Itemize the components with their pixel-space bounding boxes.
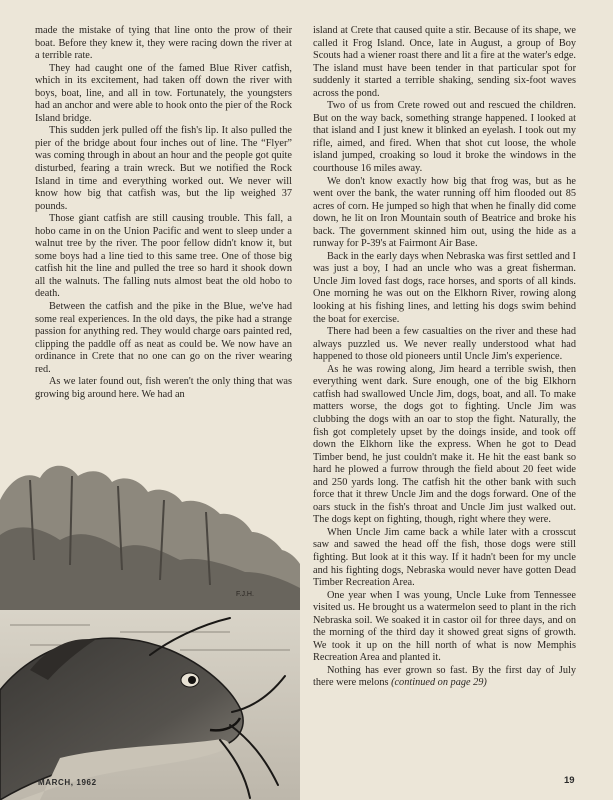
paragraph: Two of us from Crete rowed out and rescued the children. But on the way back, something strange happened. I looked at that island and I just knew it blinked an eyelash. I took out my rifle, aimed, and fired. When that shot cut loose, the whole island jumped, croaking so loud it broke the windows in the courthouse 16 miles away. bbox=[313, 100, 576, 175]
paragraph: Between the catfish and the pike in the Blue, we've had some real experiences. In the old days, the pike had a strange passion for anything red. They would charge oars painted red, clipping the paddle off as neat as could be. We now have an ordinance in Crete that no one can go on the river wearing red. bbox=[35, 301, 292, 375]
left-column bbox=[35, 25, 292, 401]
paragraph: They had caught one of the famed Blue River catfish, which in its excitement, had taken off down the river with boys, boat, line, and all in tow. Fortunately, the youngsters had an anchor and were able to hook onto the pier of the Rock Island bridge. bbox=[35, 62, 292, 124]
issue-date: MARCH, 1962 bbox=[38, 778, 97, 787]
continued-note: (continued on page 29) bbox=[391, 677, 487, 689]
catfish-drawing bbox=[0, 440, 300, 800]
paragraph: When Uncle Jim came back a while later with a crosscut saw and sawed the head off the fish, those dogs were still fighting. But look at it this way. If it hadn't been for my uncle and his fighting dogs, Nebraska would never have gotten Dead Timber Recreation Area. bbox=[313, 526, 576, 589]
paragraph: Those giant catfish are still causing trouble. This fall, a hobo came in on the Union Pacific and went to sleep under a walnut tree by the river. The poor fellow didn't know it, but some boys had a line tied to this same tree. One of those big catfish hit the line and pulled the tree so hard it shook down all the walnuts. The falling nuts almost beat the old hobo to death. bbox=[35, 213, 292, 300]
page-number: 19 bbox=[564, 775, 575, 786]
paragraph: There had been a few casualties on the river and these had always puzzled us. We never really understood what had happened to those old pioneers until Uncle Jim's experience. bbox=[313, 326, 576, 363]
paragraph: One year when I was young, Uncle Luke from Tennessee visited us. He brought us a watermelon seed to plant in the rich Nebraska soil. We soaked it in castor oil for three days, and on the morning of the third day it showed great signs of growth. We took it up on the hill north of what is now Memphis Recreation Area and planted it. bbox=[313, 589, 576, 664]
artist-signature: F.J.H. bbox=[236, 591, 254, 598]
last-paragraph bbox=[313, 665, 576, 690]
paragraph: island at Crete that caused quite a stir. Because of its shape, we called it Frog Island. Once, late in August, a group of Boy Scouts had a wiener roast there and lit a fire at the water's edge. The island must have been tender in that particular spot for suddenly it started a terrible shaking, sending six-foot waves across the pond. bbox=[313, 25, 576, 99]
paragraph: This sudden jerk pulled off the fish's lip. It also pulled the pier of the bridge about four inches out of line. The “Flyer” was coming through in about an hour and the people got quite disturbed, fearing a train wreck. But we notified the Rock Island in time and everything worked out. We never will know how big that catfish was, but the lip weighed 37 pounds. bbox=[35, 125, 292, 212]
catfish-pupil bbox=[188, 676, 196, 684]
paragraph: made the mistake of tying that line onto the prow of their boat. Before they knew it, they were racing down the river at a terrible rate. bbox=[35, 25, 292, 62]
paragraph: Back in the early days when Nebraska was first settled and I was just a boy, I had an uncle who was a great fisherman. Uncle Jim loved fast dogs, race horses, and sports of all kinds. One morning he was out on the Elkhorn River, rowing along looking at his fishing lines, and letting his dogs swim behind the boat for exercise. bbox=[313, 250, 576, 325]
paragraph: We don't know exactly how big that frog was, but as he went over the bank, the water running off him flooded out 85 acres of corn. He jumped so high that when he finally did come down, he lit on Iron Mountain south of Beatrice and broke his back. The government skinned him out, using the hide as a runway for P-39's at Fairmont Air Base. bbox=[313, 175, 576, 250]
paragraph: As he was rowing along, Jim heard a terrible swish, then everything went dark. Sure enough, one of the big Elkhorn catfish had swallowed Uncle Jim, dogs, boat, and all. To make matters worse, the dogs got to fighting. Uncle Jim was clubbing the dogs with an oar to stop the fight. Naturally, the fish got completely upset by the doings inside, and took off down the Elkhorn like the express. When he got to Dead Timber bend, he just couldn't make it. He hit the east bank so hard he plowed a furrow through the field about 20 feet wide and 250 yards long. The catfish hit the other bank with such force that it threw Uncle Jim and the dogs forward. One of the oars stuck in the fish's throat and Uncle Jim just walked out. The dogs kept on fighting, though, right where they were. bbox=[313, 363, 576, 526]
paragraph: As we later found out, fish weren't the only thing that was growing big around here. We had an bbox=[35, 376, 292, 400]
catfish-illustration bbox=[0, 440, 300, 800]
last-paragraph-text: Nothing has ever grown so fast. By the first day of July there were melons bbox=[313, 664, 576, 689]
right-column bbox=[313, 25, 576, 690]
